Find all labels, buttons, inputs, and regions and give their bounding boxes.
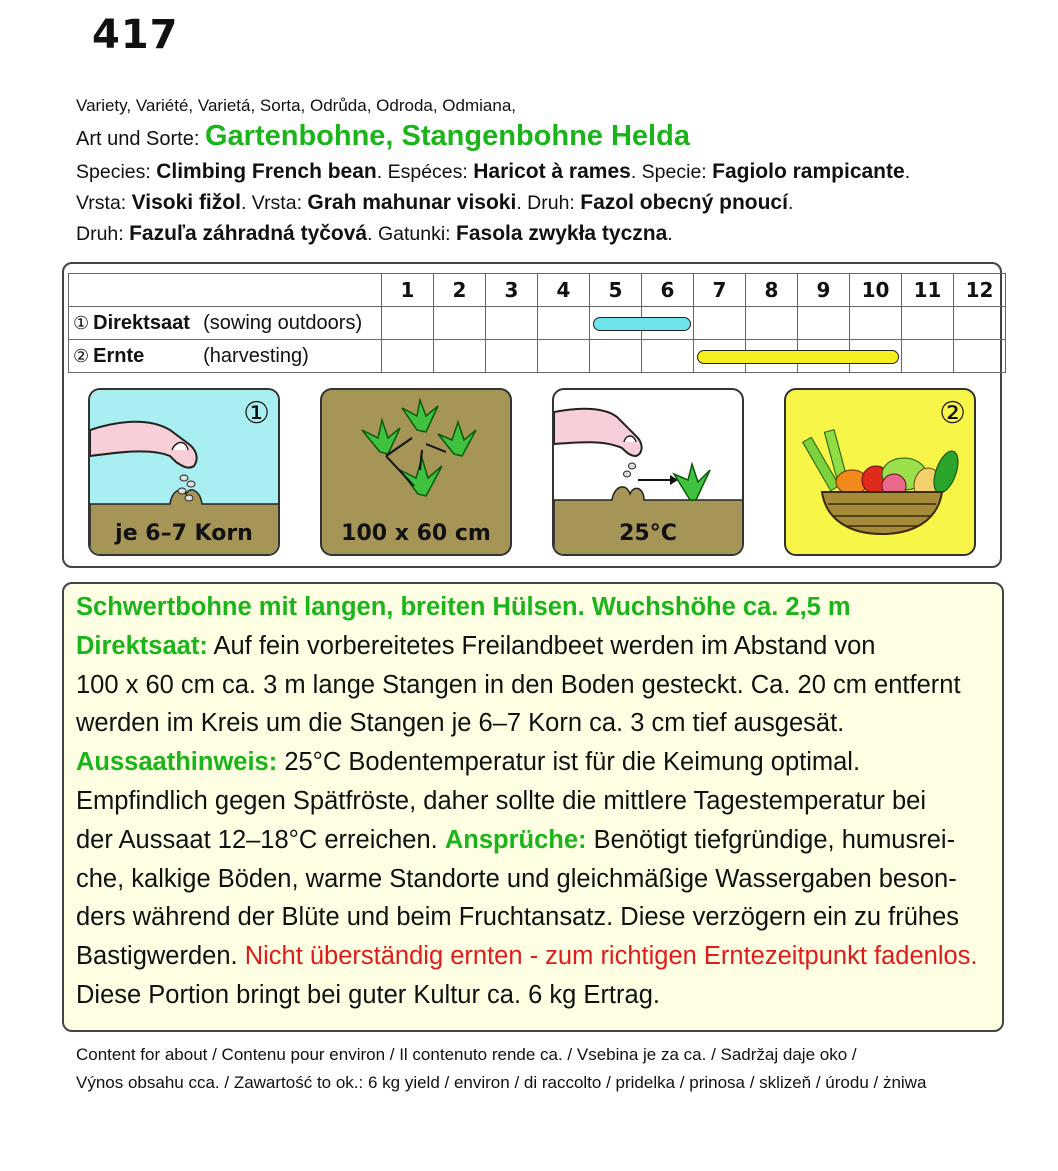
ansprueche-text: Benötigt tiefgründige, humusrei-	[586, 825, 956, 854]
box-caption: 25°C	[619, 521, 677, 546]
art-line	[76, 120, 690, 153]
spacing-box	[320, 388, 512, 556]
ansprueche-text: che, kalkige Böden, warme Standorte und gleichmäßige Wassergaben beson-	[76, 864, 957, 893]
box-caption: 100 x 60 cm	[341, 521, 491, 546]
month-6: 6	[642, 274, 694, 307]
footer-line-1: Content for about / Contenu pour environ / Il contenuto rende ca. / Vsebina je za ca. / Sadržaj daje oko /	[76, 1045, 857, 1064]
month-3: 3	[486, 274, 538, 307]
direktsaat-text: Auf fein vorbereitetes Freilandbeet werden im Abstand von	[207, 631, 876, 660]
month-cell	[694, 307, 746, 340]
species-label: Vrsta:	[76, 192, 132, 214]
species-label: Specie:	[641, 161, 713, 183]
species-label: Druh:	[76, 223, 130, 245]
row-label	[69, 340, 382, 373]
month-cell	[850, 307, 902, 340]
row-label	[69, 307, 382, 340]
month-2: 2	[434, 274, 486, 307]
species-name: Grah mahunar visoki	[307, 191, 517, 214]
species-label: Vrsta:	[251, 192, 308, 214]
month-1: 1	[382, 274, 434, 307]
harvest-warning: Nicht überständig ernten - zum richtigen Erntezeitpunkt fadenlos.	[244, 942, 978, 971]
row-desc: (sowing outdoors)	[203, 311, 363, 334]
month-cell	[902, 340, 954, 373]
month-cell	[434, 340, 486, 373]
month-cell	[590, 340, 642, 373]
month-cell	[486, 340, 538, 373]
month-cell	[590, 307, 642, 340]
direktsaat-text: 100 x 60 cm ca. 3 m lange Stangen in den Boden gesteckt. Ca. 20 cm entfernt	[76, 670, 961, 699]
art-label: Art und Sorte:	[76, 128, 205, 150]
month-cell	[954, 340, 1006, 373]
marker-2: ②	[73, 345, 90, 366]
month-5: 5	[590, 274, 642, 307]
month-7: 7	[694, 274, 746, 307]
month-cell	[538, 340, 590, 373]
month-4: 4	[538, 274, 590, 307]
month-cell	[642, 307, 694, 340]
month-cell	[746, 340, 798, 373]
ansprueche-text: Bastigwerden.	[76, 942, 245, 971]
row-name: Direktsaat	[93, 311, 190, 334]
box-caption: je 6–7 Korn	[115, 521, 253, 546]
species-name: Fazol obecný pnoucí	[580, 191, 788, 214]
month-cell	[694, 340, 746, 373]
direktsaat-label: Direktsaat:	[76, 631, 208, 660]
calendar-row-sowing	[69, 307, 1006, 340]
month-cell	[902, 307, 954, 340]
marker-1-icon: ①	[243, 396, 270, 431]
hinweis-text: Empfindlich gegen Spätfröste, daher sollte die mittlere Tagestemperatur bei	[76, 786, 927, 815]
species-line-2: Vrsta: Visoki fižol. Vrsta: Grah mahunar visoki. Druh: Fazol obecný pnoucí.	[76, 191, 794, 214]
row-desc: (harvesting)	[203, 344, 309, 367]
month-11: 11	[902, 274, 954, 307]
species-label: Species:	[76, 161, 157, 183]
ansprueche-label: Ansprüche:	[444, 825, 587, 854]
species-line-1: Species: Climbing French bean. Espéces: Haricot à rames. Specie: Fagiolo rampicante.	[76, 160, 911, 183]
month-cell	[954, 307, 1006, 340]
yield-text: Diese Portion bringt bei guter Kultur ca. 6 kg Ertrag.	[76, 980, 660, 1009]
species-name: Fazuľa záhradná tyčová	[129, 222, 368, 245]
month-12: 12	[954, 274, 1006, 307]
month-10: 10	[850, 274, 902, 307]
marker-2-icon: ②	[939, 396, 966, 431]
sowing-calendar	[68, 273, 1006, 373]
month-cell	[486, 307, 538, 340]
species-name: Fasola zwykła tyczna	[456, 222, 668, 245]
species-name: Visoki fižol	[131, 191, 241, 214]
month-8: 8	[746, 274, 798, 307]
month-cell	[382, 307, 434, 340]
species-label: Espéces:	[387, 161, 474, 183]
calendar-row-harvest	[69, 340, 1006, 373]
harvest-box	[784, 388, 976, 556]
ansprueche-text: ders während der Blüte und beim Fruchtansatz. Diese verzögern ein zu frühes	[76, 903, 960, 932]
product-number: 417	[92, 12, 179, 58]
hinweis-text: 25°C Bodentemperatur ist für die Keimung optimal.	[277, 748, 861, 777]
species-line-3: Druh: Fazuľa záhradná tyčová. Gatunki: Fasola zwykła tyczna.	[76, 222, 673, 245]
variety-line: Variety, Variété, Varietá, Sorta, Odrůda, Odroda, Odmiana,	[76, 96, 517, 115]
species-name: Haricot à rames	[473, 160, 631, 183]
marker-1: ①	[73, 312, 90, 333]
month-cell	[434, 307, 486, 340]
sowing-seeds-box	[88, 388, 280, 556]
description-text	[76, 588, 996, 1015]
species-name: Fagiolo rampicante	[712, 160, 905, 183]
hinweis-text: der Aussaat 12–18°C erreichen.	[76, 825, 445, 854]
month-9: 9	[798, 274, 850, 307]
month-cell	[798, 307, 850, 340]
month-cell	[850, 340, 902, 373]
species-label: Gatunki:	[377, 223, 457, 245]
species-name: Climbing French bean	[156, 160, 377, 183]
month-cell	[382, 340, 434, 373]
month-cell	[798, 340, 850, 373]
germination-box	[552, 388, 744, 556]
calendar-corner	[69, 274, 382, 307]
direktsaat-text: werden im Kreis um die Stangen je 6–7 Korn ca. 3 cm tief ausgesät.	[76, 709, 845, 738]
species-label: Druh:	[527, 192, 581, 214]
row-name: Ernte	[93, 344, 145, 367]
month-cell	[642, 340, 694, 373]
hinweis-label: Aussaathinweis:	[76, 748, 278, 777]
footer-line-2: Výnos obsahu cca. / Zawartość to ok.: 6 kg yield / environ / di raccolto / pridelka / prinosa / sklizeň / úrodu / żniwa	[76, 1073, 927, 1092]
art-name: Gartenbohne, Stangenbohne Helda	[204, 120, 690, 152]
month-cell	[746, 307, 798, 340]
headline: Schwertbohne mit langen, breiten Hülsen. Wuchshöhe ca. 2,5 m	[76, 593, 851, 621]
month-cell	[538, 307, 590, 340]
